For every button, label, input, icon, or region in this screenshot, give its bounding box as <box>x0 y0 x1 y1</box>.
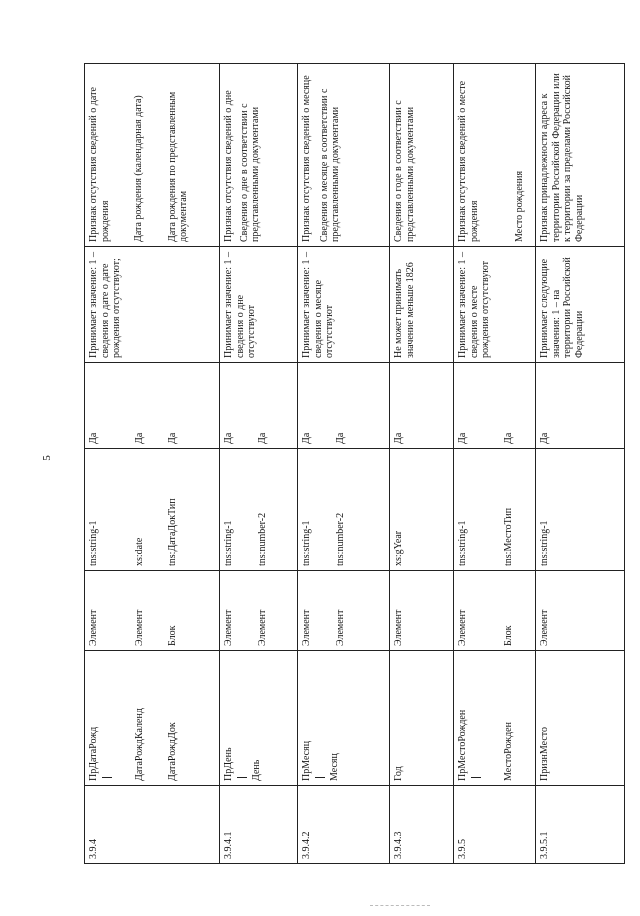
element-name: МестоРожден <box>502 722 514 781</box>
description: Признак отсутствия сведений о месяце <box>301 75 312 242</box>
table-row <box>454 64 536 864</box>
description: Дата рождения (календарная дата) <box>133 95 144 242</box>
format: tns:МестоТип <box>502 507 514 566</box>
element-name: ПрДень <box>223 747 234 781</box>
description: Дата рождения по представленным документам <box>166 91 189 242</box>
row-number: 3.9.4 <box>85 786 220 864</box>
element-type: Элемент <box>256 609 268 646</box>
row-number: 3.9.5 <box>454 786 536 864</box>
required-flag: Да <box>539 432 550 444</box>
element-type: Элемент <box>223 609 234 646</box>
element-type-cell <box>454 571 536 651</box>
required-cell <box>454 363 536 449</box>
description-cell <box>85 64 220 247</box>
description-cell <box>536 64 625 247</box>
element-type-cell <box>85 571 220 651</box>
element-name-cell <box>220 651 298 786</box>
element-name: ПрДатаРожд <box>88 726 99 781</box>
description: Признак принадлежности адреса к территории Российской Федерации или к территории за пределами Российской Федерации <box>539 73 585 242</box>
element-type: Элемент <box>301 609 312 646</box>
description: Сведения о годе в соответствии с представленными документами <box>393 100 416 242</box>
description: Признак отсутствия сведений о дате рождения <box>88 87 111 242</box>
row-number: 3.9.5.1 <box>536 786 625 864</box>
element-type: Элемент <box>539 609 550 646</box>
element-type-cell <box>536 571 625 651</box>
format: tns:string-1 <box>223 520 234 566</box>
required-cell <box>536 363 625 449</box>
format-cell <box>390 449 454 571</box>
choice-marker <box>471 777 481 778</box>
element-type: Элемент <box>334 609 346 646</box>
element-name: ПрМесяц <box>301 740 312 781</box>
required-flag: Да <box>88 432 99 444</box>
additional-info: Принимает следующие значения: 1 – на территории Российской Федерации <box>536 247 625 363</box>
element-name: ДатаРождКаленд <box>133 708 145 781</box>
required-flag: Да <box>334 432 346 444</box>
required-flag: Да <box>301 432 312 444</box>
format-cell <box>536 449 625 571</box>
description-cell <box>454 64 536 247</box>
element-name-cell <box>454 651 536 786</box>
element-type: Блок <box>502 625 514 646</box>
page-number: 5 <box>40 455 53 461</box>
rotated-table-wrapper <box>84 64 624 864</box>
element-name-cell <box>390 651 454 786</box>
description-cell <box>298 64 390 247</box>
required-cell <box>298 363 390 449</box>
required-cell <box>85 363 220 449</box>
element-name-cell <box>298 651 390 786</box>
format-cell <box>85 449 220 571</box>
description: Признак отсутствия сведений о месте рождения <box>457 80 480 242</box>
additional-info: Принимает значение: 1 – сведения о дате о дате рождения отсутствуют; <box>85 247 220 363</box>
required-flag: Да <box>457 432 468 444</box>
scan-artifact <box>370 905 430 909</box>
format: tns:string-1 <box>301 520 312 566</box>
description: Сведения о дне в соответствии с представленными документами <box>238 103 261 242</box>
description: Место рождения <box>514 170 525 242</box>
element-name: ПризнМесто <box>539 727 550 781</box>
element-name-cell <box>85 651 220 786</box>
required-cell <box>220 363 298 449</box>
description: Признак отсутствия сведений о дне <box>223 90 234 242</box>
format-cell <box>220 449 298 571</box>
choice-marker <box>237 777 247 778</box>
format: xs:date <box>133 537 145 566</box>
element-name: ДатаРождДок <box>167 722 178 781</box>
required-flag: Да <box>502 432 514 444</box>
element-type: Блок <box>167 625 178 646</box>
additional-info: Принимает значение: 1 – сведения о дне отсутствуют <box>220 247 298 363</box>
additional-info: Не может принимать значение меньше 1826 <box>390 247 454 363</box>
additional-info: Принимает значение: 1 – сведения о месяце отсутствуют <box>298 247 390 363</box>
element-type: Элемент <box>457 609 468 646</box>
element-name: Год <box>393 766 404 781</box>
table-row <box>536 64 625 864</box>
element-type: Элемент <box>133 609 145 646</box>
element-type-cell <box>298 571 390 651</box>
required-flag: Да <box>167 432 178 444</box>
table-row <box>390 64 454 864</box>
table-row <box>220 64 298 864</box>
required-flag: Да <box>256 432 268 444</box>
description: Сведения о месяце в соответствии с представленными документами <box>318 88 341 242</box>
format: xs:gYear <box>393 530 404 566</box>
required-flag: Да <box>223 432 234 444</box>
format: tns:ДатаДокТип <box>167 498 178 566</box>
description-cell <box>390 64 454 247</box>
format-cell <box>454 449 536 571</box>
row-number: 3.9.4.2 <box>298 786 390 864</box>
element-name: Месяц <box>328 753 340 781</box>
table-row <box>85 64 220 864</box>
row-number: 3.9.4.3 <box>390 786 454 864</box>
format-cell <box>298 449 390 571</box>
required-cell <box>390 363 454 449</box>
required-flag: Да <box>393 432 404 444</box>
element-type: Элемент <box>88 609 99 646</box>
additional-info: Принимает значение: 1 – сведения о месте рождения отсутствуют <box>454 247 536 363</box>
specification-table <box>84 63 625 864</box>
choice-marker <box>102 777 112 778</box>
format: tns:number-2 <box>256 512 268 566</box>
element-type-cell <box>390 571 454 651</box>
row-number: 3.9.4.1 <box>220 786 298 864</box>
required-flag: Да <box>133 432 145 444</box>
element-type: Элемент <box>393 609 404 646</box>
element-type-cell <box>220 571 298 651</box>
element-name: День <box>250 759 262 781</box>
format: tns:string-1 <box>457 520 468 566</box>
choice-marker <box>315 777 325 778</box>
format: tns:string-1 <box>539 520 550 566</box>
element-name-cell <box>536 651 625 786</box>
format: tns:string-1 <box>88 520 99 566</box>
element-name: ПрМестоРожден <box>457 709 468 781</box>
description-cell <box>220 64 298 247</box>
format: tns:number-2 <box>334 512 346 566</box>
table-row <box>298 64 390 864</box>
